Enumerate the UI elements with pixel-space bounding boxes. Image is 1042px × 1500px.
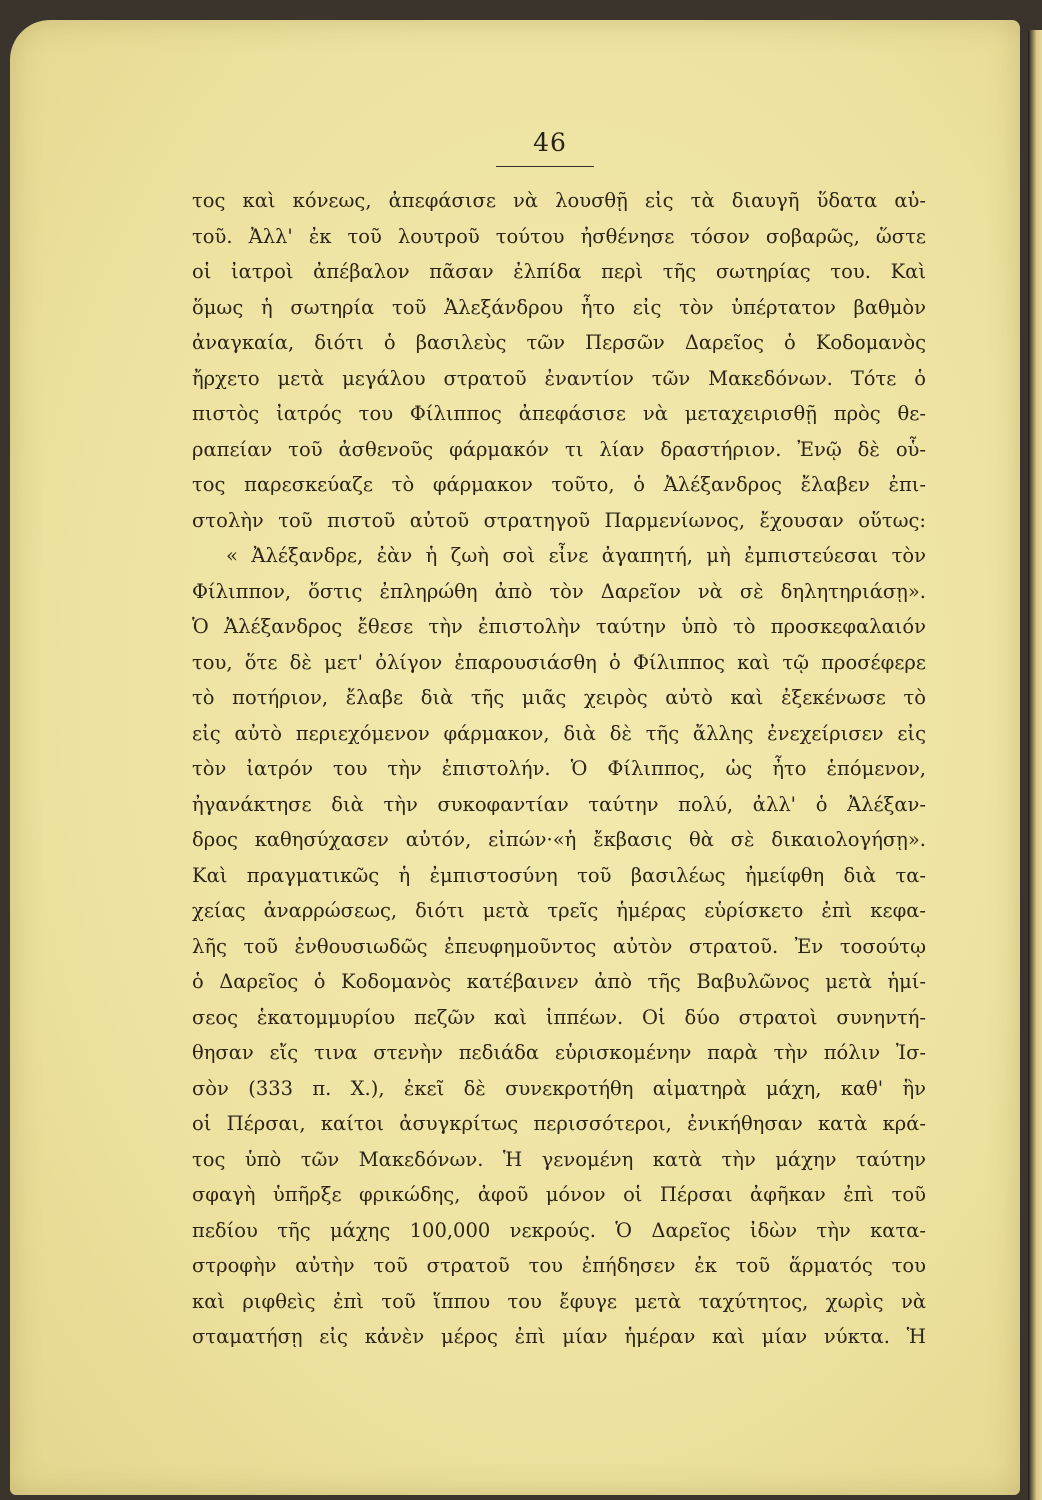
text-line: ἀναγκαία, διότι ὁ βασιλεὺς τῶν Περσῶν Δαρεῖος ὁ Κοδομανὸς	[192, 331, 926, 354]
text-line: δρος καθησύχασεν αὐτόν, εἰπών·«ἡ ἔκβασις θὰ σὲ δικαιολογήσῃ».	[192, 828, 926, 851]
text-line: τὸ ποτήριον, ἔλαβε διὰ τῆς μιᾶς χειρὸς αὐτὸ καὶ ἐξεκένωσε τὸ	[192, 686, 926, 709]
text-line: τὸν ἰατρόν του τὴν ἐπιστολήν. Ὁ Φίλιππος, ὡς ἦτο ἑπόμενον,	[192, 757, 926, 780]
text-line: οἱ Πέρσαι, καίτοι ἀσυγκρίτως περισσότεροι, ἐνικήθησαν κατὰ κρά-	[192, 1112, 926, 1135]
text-line: σφαγὴ ὑπῆρξε φρικώδης, ἀφοῦ μόνον οἱ Πέρσαι ἀφῆκαν ἐπὶ τοῦ	[192, 1183, 926, 1206]
adjacent-page-edge	[1028, 30, 1042, 1500]
text-line: σεος ἑκατομμυρίου πεζῶν καὶ ἱππέων. Οἱ δύο στρατοὶ συνηντή-	[192, 1005, 926, 1029]
text-line: στροφὴν αὐτὴν τοῦ στρατοῦ του ἐπήδησεν ἐκ τοῦ ἅρματός του	[192, 1254, 926, 1277]
text-line: ἠγανάκτησε διὰ τὴν συκοφαντίαν ταύτην πολύ, ἀλλ' ὁ Ἀλέξαν-	[192, 792, 926, 816]
text-line: ἤρχετο μετὰ μεγάλου στρατοῦ ἐναντίον τῶν Μακεδόνων. Τότε ὁ	[192, 366, 926, 390]
text-line: ραπείαν τοῦ ἀσθενοῦς φάρμακόν τι λίαν δραστήριον. Ἐνῷ δὲ οὗ-	[192, 437, 926, 461]
text-line: τος ὑπὸ τῶν Μακεδόνων. Ἡ γενομένη κατὰ τὴν μάχην ταύτην	[192, 1147, 926, 1171]
text-line: χείας ἀναρρώσεως, διότι μετὰ τρεῖς ἡμέρας εὑρίσκετο ἐπὶ κεφα-	[192, 899, 926, 922]
text-line: θησαν εἴς τινα στενὴν πεδιάδα εὑρισκομένην παρὰ τὴν πόλιν Ἰσ-	[192, 1041, 926, 1064]
text-line: Ὁ Ἀλέξανδρος ἔθεσε τὴν ἐπιστολὴν ταύτην ὑπὸ τὸ προσκεφαλαιόν	[192, 615, 926, 638]
text-line: σὸν (333 π. Χ.), ἐκεῖ δὲ συνεκροτήθη αἱματηρὰ μάχη, καθ' ἣν	[192, 1076, 926, 1100]
text-line: καὶ ριφθεὶς ἐπὶ τοῦ ἵππου του ἔφυγε μετὰ ταχύτητος, χωρὶς νὰ	[192, 1289, 926, 1313]
text-line: τος παρεσκεύαζε τὸ φάρμακον τοῦτο, ὁ Ἀλέξανδρος ἔλαβεν ἐπι-	[192, 473, 926, 496]
page-number: 46	[533, 128, 567, 157]
text-line: του, ὅτε δὲ μετ' ὀλίγον ἐπαρουσιάσθη ὁ Φίλιππος καὶ τῷ προσέφερε	[192, 650, 926, 674]
text-line: τος καὶ κόνεως, ἀπεφάσισε νὰ λουσθῇ εἰς τὰ διαυγῆ ὕδατα αὐ-	[192, 189, 926, 212]
quoted-letter-line: « Ἀλέξανδρε, ἐὰν ἡ ζωὴ σοὶ εἶνε ἀγαπητή, μὴ ἐμπιστεύεσαι τὸν	[226, 544, 926, 567]
text-line: σταματήσῃ εἰς κἀνὲν μέρος ἐπὶ μίαν ἡμέραν καὶ μίαν νύκτα. Ἡ	[192, 1325, 926, 1348]
text-line: πεδίου τῆς μάχης 100,000 νεκρούς. Ὁ Δαρεῖος ἰδὼν τὴν κατα-	[192, 1218, 926, 1242]
text-line: τοῦ. Ἀλλ' ἐκ τοῦ λουτροῦ τούτου ἠσθένησε τόσον σοβαρῶς, ὥστε	[192, 224, 926, 248]
text-line: Καὶ πραγματικῶς ἡ ἐμπιστοσύνη τοῦ βασιλέως ἠμείφθη διὰ τα-	[192, 863, 926, 887]
text-line: ὅμως ἡ σωτηρία τοῦ Ἀλεξάνδρου ἦτο εἰς τὸν ὑπέρτατον βαθμὸν	[192, 295, 926, 319]
text-line: πιστὸς ἰατρός του Φίλιππος ἀπεφάσισε νὰ μεταχειρισθῇ πρὸς θε-	[192, 402, 926, 425]
text-line: στολὴν τοῦ πιστοῦ αὐτοῦ στρατηγοῦ Παρμενίωνος, ἔχουσαν οὕτως:	[192, 508, 926, 532]
text-line: οἱ ἰατροὶ ἀπέβαλον πᾶσαν ἐλπίδα περὶ τῆς σωτηρίας του. Καὶ	[192, 260, 926, 283]
page-number-rule	[496, 166, 594, 167]
quoted-letter-line: Φίλιππον, ὅστις ἐπληρώθη ἀπὸ τὸν Δαρεῖον νὰ σὲ δηλητηριάσῃ».	[192, 579, 926, 603]
text-line: λῆς τοῦ ἐνθουσιωδῶς ἐπευφημοῦντος αὐτὸν στρατοῦ. Ἐν τοσούτῳ	[192, 934, 926, 958]
text-line: εἰς αὐτὸ περιεχόμενον φάρμακον, διὰ δὲ τῆς ἄλλης ἐνεχείρισεν εἰς	[192, 721, 926, 745]
body-text	[192, 183, 926, 1355]
text-line: ὁ Δαρεῖος ὁ Κοδομανὸς κατέβαινεν ἀπὸ τῆς Βαβυλῶνος μετὰ ἡμί-	[192, 970, 926, 993]
